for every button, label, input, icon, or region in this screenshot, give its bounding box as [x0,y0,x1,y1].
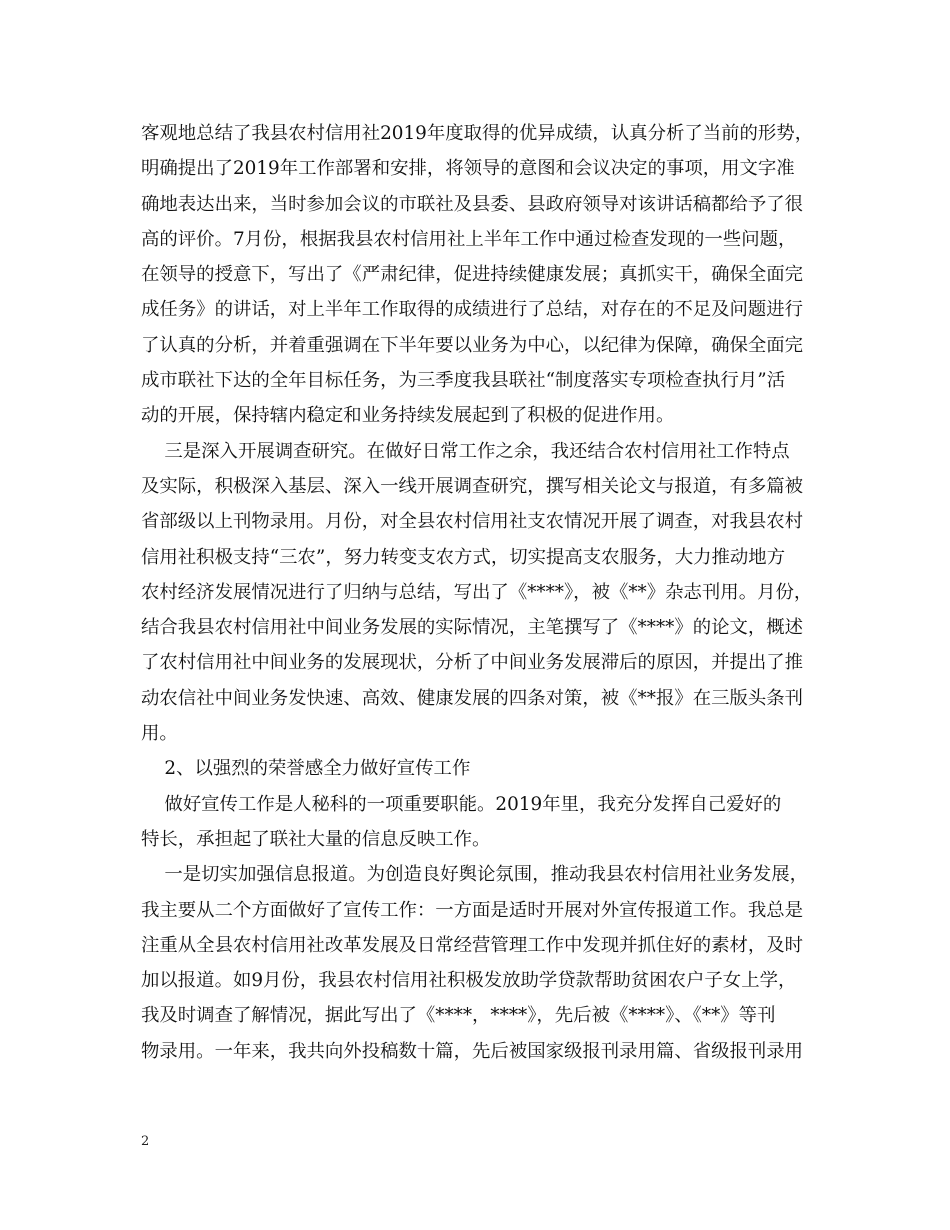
text-line: 高的评价。7月份，根据我县农村信用社上半年工作中通过检查发现的一些问题， [141,228,797,250]
text-line: 成任务》的讲话，对上半年工作取得的成绩进行了总结，对存在的不足及问题进行 [141,299,804,321]
body-text [141,116,831,1069]
text-line: 结合我县农村信用社中间业务发展的实际情况，主笔撰写了《****》的论文，概述 [141,617,804,639]
text-line: 三是深入开展调查研究。在做好日常工作之余，我还结合农村信用社工作特点 [141,440,790,462]
text-line: 了认真的分析，并着重强调在下半年要以业务为中心，以纪律为保障，确保全面完 [141,334,804,356]
text-line: 在领导的授意下，写出了《严肃纪律，促进持续健康发展；真抓实干，确保全面完 [141,264,804,286]
text-line: 特长，承担起了联社大量的信息反映工作。 [141,828,491,850]
text-line: 做好宣传工作是人秘科的一项重要职能。2019年里，我充分发挥自己爱好的 [141,793,782,815]
text-line: 成市联社下达的全年目标任务，为三季度我县联社“制度落实专项检查执行月”活 [141,370,786,392]
text-line: 一是切实加强信息报道。为创造良好舆论氛围，推动我县农村信用社业务发展， [141,864,809,886]
text-line: 2、以强烈的荣誉感全力做好宣传工作 [141,758,471,780]
text-line: 我主要从二个方面做好了宣传工作：一方面是适时开展对外宣传报道工作。我总是 [141,899,804,921]
text-line: 明确提出了2019年工作部署和安排，将领导的意图和会议决定的事项，用文字准 [141,158,795,180]
text-line: 物录用。一年来，我共向外投稿数十篇，先后被国家级报刊录用篇、省级报刊录用 [141,1040,804,1062]
text-line: 信用社积极支持“三农”，努力转变支农方式，切实提高支农服务，大力推动地方 [141,546,786,568]
text-line: 动农信社中间业务发快速、高效、健康发展的四条对策，被《**报》在三版头条刊 [141,687,804,709]
page-number: 2 [141,1134,150,1149]
text-line: 及实际，积极深入基层、深入一线开展调查研究，撰写相关论文与报道，有多篇被 [141,475,804,497]
text-line: 加以报道。如9月份，我县农村信用社积极发放助学贷款帮助贫困农户子女上学， [141,970,797,992]
text-line: 我及时调查了解情况，据此写出了《****，****》，先后被《****》、《**》等刊 [141,1005,776,1027]
text-line: 省部级以上刊物录用。月份，对全县农村信用社支农情况开展了调查，对我县农村 [141,511,804,533]
text-line: 了农村信用社中间业务的发展现状，分析了中间业务发展滞后的原因，并提出了推 [141,652,804,674]
text-line: 农村经济发展情况进行了归纳与总结，写出了《****》，被《**》杂志刊用。月份， [141,581,813,603]
text-line: 用。 [141,723,178,745]
text-line: 动的开展，保持辖内稳定和业务持续发展起到了积极的促进作用。 [141,405,675,427]
text-line: 确地表达出来，当时参加会议的市联社及县委、县政府领导对该讲话稿都给予了很 [141,193,804,215]
text-line: 注重从全县农村信用社改革发展及日常经营管理工作中发现并抓住好的素材，及时 [141,934,804,956]
text-line: 客观地总结了我县农村信用社2019年度取得的优异成绩，认真分析了当前的形势， [141,123,814,144]
